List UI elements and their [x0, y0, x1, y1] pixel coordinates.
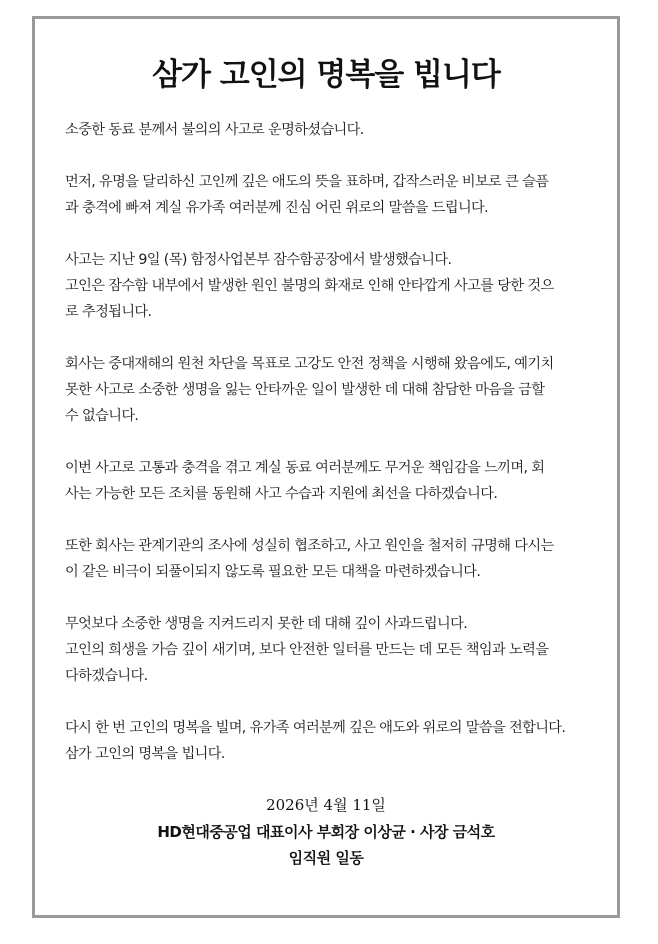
paragraph-6 [65, 533, 595, 585]
paragraph-4 [65, 351, 595, 429]
signatory-company: HD현대중공업 대표이사 부회장 이상균 · 사장 금석호 [157, 823, 495, 841]
condolence-notice-frame [32, 16, 620, 918]
text-line: 고인의 희생을 가슴 깊이 새기며, 보다 안전한 일터를 만드는 데 모든 책임과 노력을 [65, 642, 549, 658]
text-line: 못한 사고로 소중한 생명을 잃는 안타까운 일이 발생한 데 대해 참담한 마음을 금할 [65, 382, 545, 398]
paragraph-8 [65, 715, 595, 767]
text-line: 고인은 잠수함 내부에서 발생한 원인 불명의 화재로 인해 안타깝게 사고를 당한 것으 [65, 278, 554, 294]
text-line: 수 없습니다. [65, 408, 139, 424]
signature-block [35, 791, 617, 871]
paragraph-1 [65, 117, 595, 143]
text-line: 소중한 동료 분께서 불의의 사고로 운명하셨습니다. [65, 122, 364, 138]
text-line: 삼가 고인의 명복을 빕니다. [65, 746, 225, 762]
text-line: 로 추정됩니다. [65, 304, 152, 320]
text-line: 사고는 지난 9일 (목) 함정사업본부 잠수함공장에서 발생했습니다. [65, 252, 452, 268]
paragraph-5 [65, 455, 595, 507]
text-line: 과 충격에 빠져 계실 유가족 여러분께 진심 어린 위로의 말씀을 드립니다. [65, 200, 489, 216]
notice-date: 2026년 4월 11일 [266, 796, 386, 814]
text-line: 이 같은 비극이 되풀이되지 않도록 필요한 모든 대책을 마련하겠습니다. [65, 564, 481, 580]
notice-body [65, 117, 595, 793]
signatory-staff: 임직원 일동 [288, 849, 364, 867]
paragraph-3 [65, 247, 595, 325]
paragraph-7 [65, 611, 595, 689]
text-line: 무엇보다 소중한 생명을 지켜드리지 못한 데 대해 깊이 사과드립니다. [65, 616, 468, 632]
text-line: 다하겠습니다. [65, 668, 148, 684]
paragraph-2 [65, 169, 595, 221]
text-line: 회사는 중대재해의 원천 차단을 목표로 고강도 안전 정책을 시행해 왔음에도, 예기치 [65, 356, 554, 372]
text-line: 사는 가능한 모든 조치를 동원해 사고 수습과 지원에 최선을 다하겠습니다. [65, 486, 498, 502]
text-line: 다시 한 번 고인의 명복을 빌며, 유가족 여러분께 깊은 애도와 위로의 말씀을 전합니다. [65, 720, 566, 736]
text-line: 이번 사고로 고통과 충격을 겪고 계실 동료 여러분께도 무거운 책임감을 느끼며, 회 [65, 460, 545, 476]
text-line: 먼저, 유명을 달리하신 고인께 깊은 애도의 뜻을 표하며, 갑작스러운 비보로 큰 슬픔 [65, 174, 549, 190]
text-line: 또한 회사는 관계기관의 조사에 성실히 협조하고, 사고 원인을 철저히 규명해 다시는 [65, 538, 554, 554]
notice-title: 삼가 고인의 명복을 빕니다 [152, 57, 500, 93]
